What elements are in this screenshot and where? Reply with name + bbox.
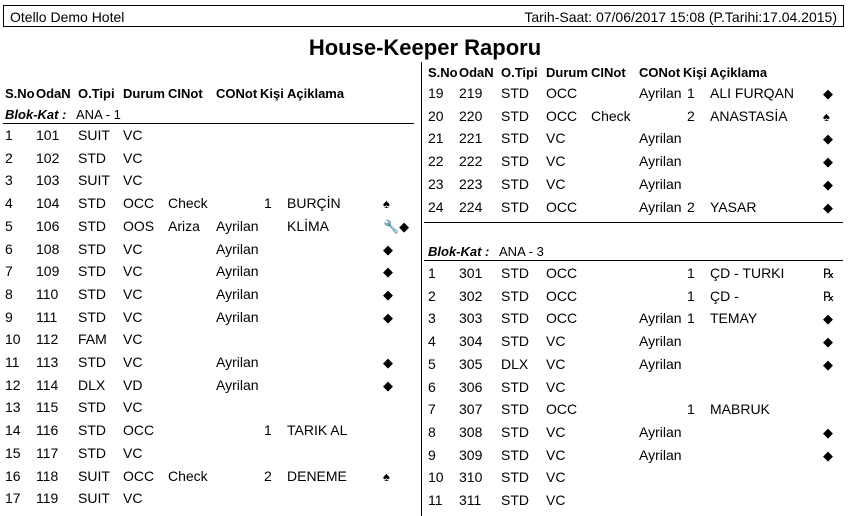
cell-co: Ayrilan	[639, 85, 682, 101]
cell-s: 4	[5, 195, 13, 212]
spade-icon: ♠	[383, 468, 390, 484]
diamond-icon: ◆	[823, 334, 833, 350]
cell-t: STD	[78, 217, 106, 234]
cell-s: 8	[5, 285, 13, 302]
cell-t: STD	[501, 446, 529, 463]
spade-icon: ♠	[383, 196, 390, 212]
cell-o: 310	[459, 469, 483, 486]
diamond-icon: ◆	[823, 154, 833, 170]
col-tip: O.Tipi	[501, 65, 538, 80]
cell-d: OCC	[546, 198, 578, 215]
cell-k: 1	[687, 85, 695, 101]
cell-d: OCC	[546, 401, 578, 418]
cell-o: 116	[36, 422, 59, 439]
cell-o: 114	[36, 376, 59, 393]
cell-t: STD	[78, 263, 106, 280]
room-row	[5, 422, 420, 445]
cell-a: ÇD - TURKI	[710, 265, 785, 281]
cell-co: Ayrilan	[216, 217, 259, 234]
block-label-ana1	[5, 107, 121, 122]
cell-o: 305	[459, 355, 483, 372]
divider	[3, 123, 414, 124]
room-row	[5, 150, 420, 173]
room-row	[5, 468, 420, 491]
room-row	[428, 130, 843, 153]
cell-s: 22	[428, 153, 444, 170]
cell-co: Ayrilan	[639, 355, 682, 372]
cell-k: 2	[264, 467, 272, 484]
cell-o: 109	[36, 263, 60, 280]
col-sno: S.No	[5, 86, 35, 101]
cell-s: 9	[5, 308, 13, 325]
col-durum: Durum	[123, 86, 165, 101]
cell-k: 1	[687, 401, 695, 418]
cell-d: VD	[123, 376, 143, 393]
cell-co: Ayrilan	[639, 198, 682, 215]
cell-s: 23	[428, 175, 444, 192]
cell-a: ANASTASİA	[710, 107, 788, 124]
cell-t: STD	[78, 195, 106, 212]
cell-d: VC	[123, 149, 143, 166]
cell-k: 1	[687, 310, 695, 327]
cell-o: 311	[459, 492, 482, 508]
left-column-header	[5, 86, 415, 102]
block-label: Blok-Kat :	[428, 244, 490, 259]
cell-o: 303	[459, 310, 483, 327]
cell-t: STD	[501, 198, 529, 215]
prescription-icon: ℞	[823, 288, 835, 304]
cell-d: VC	[123, 399, 143, 416]
room-row	[5, 354, 420, 377]
cell-t: STD	[501, 333, 529, 350]
cell-a: ÇD -	[710, 287, 739, 304]
cell-t: STD	[78, 422, 106, 439]
block-name: ANA - 1	[76, 107, 121, 122]
cell-a: ALI FURQAN	[710, 85, 795, 101]
cell-a: BURÇİN	[287, 195, 341, 212]
cell-k: 1	[264, 422, 272, 439]
cell-co: Ayrilan	[216, 376, 259, 393]
cell-d: VC	[123, 444, 143, 461]
room-row	[428, 447, 843, 470]
room-row	[428, 153, 843, 176]
cell-a: MABRUK	[710, 401, 770, 418]
col-aciklama: Açiklama	[710, 65, 768, 80]
cell-o: 223	[459, 175, 483, 192]
cell-o: 118	[36, 467, 59, 484]
cell-t: STD	[501, 107, 529, 124]
cell-t: STD	[501, 423, 529, 440]
cell-k: 1	[687, 265, 695, 281]
cell-t: STD	[78, 285, 106, 302]
cell-d: OCC	[546, 287, 578, 304]
room-row	[5, 218, 420, 241]
cell-t: STD	[501, 153, 529, 170]
cell-s: 6	[428, 378, 436, 395]
cell-t: STD	[501, 378, 529, 395]
cell-d: OCC	[546, 107, 578, 124]
section-divider	[424, 222, 843, 223]
block-label: Blok-Kat :	[5, 107, 67, 122]
cell-s: 6	[5, 240, 13, 257]
cell-d: VC	[546, 130, 566, 147]
cell-a: TARIK AL	[287, 422, 348, 439]
cell-co: Ayrilan	[216, 263, 259, 280]
cell-s: 3	[5, 172, 13, 189]
cell-d: OCC	[546, 310, 578, 327]
room-row	[428, 333, 843, 356]
cell-s: 24	[428, 198, 444, 215]
room-row	[5, 309, 420, 332]
report-header	[3, 5, 844, 27]
cell-co: Ayrilan	[639, 130, 682, 147]
cell-s: 19	[428, 85, 444, 101]
cell-d: OCC	[546, 85, 578, 101]
cell-s: 2	[428, 287, 436, 304]
cell-k: 2	[687, 107, 695, 124]
room-row	[428, 424, 843, 447]
cell-s: 5	[428, 355, 436, 372]
cell-s: 11	[428, 492, 443, 508]
cell-o: 102	[36, 149, 60, 166]
col-aciklama: Açiklama	[287, 86, 345, 101]
cell-o: 219	[459, 85, 483, 101]
cell-o: 224	[459, 198, 483, 215]
cell-ci: Ariza	[168, 217, 200, 234]
cell-d: VC	[546, 378, 566, 395]
diamond-icon: ◆	[823, 447, 833, 463]
cell-t: STD	[78, 444, 106, 461]
cell-t: SUIT	[78, 172, 110, 189]
cell-t: STD	[78, 354, 106, 370]
cell-o: 117	[36, 444, 59, 461]
cell-d: OCC	[546, 265, 578, 281]
diamond-icon: ◆	[823, 176, 833, 192]
cell-ci: Check	[591, 107, 631, 124]
cell-s: 9	[428, 446, 436, 463]
cell-k: 1	[264, 195, 272, 212]
cell-t: STD	[501, 492, 529, 508]
diamond-icon: ◆	[823, 86, 833, 101]
cell-o: 113	[36, 354, 59, 370]
cell-t: STD	[78, 240, 106, 257]
col-tip: O.Tipi	[78, 86, 115, 101]
diamond-icon: ◆	[383, 355, 393, 370]
room-row	[428, 492, 843, 515]
right-column-header	[428, 65, 843, 81]
cell-t: STD	[78, 399, 106, 416]
cell-t: SUIT	[78, 127, 110, 143]
cell-t: STD	[501, 130, 529, 147]
cell-o: 306	[459, 378, 483, 395]
cell-s: 7	[428, 401, 436, 418]
block-label-ana3	[428, 244, 544, 259]
cell-t: STD	[78, 149, 106, 166]
hotel-name: Otello Demo Hotel	[10, 9, 125, 25]
col-kisi: Kişi	[683, 65, 707, 80]
cell-d: VC	[546, 175, 566, 192]
room-row	[428, 265, 843, 288]
room-row	[428, 85, 843, 108]
room-row	[428, 288, 843, 311]
cell-d: VC	[123, 285, 143, 302]
room-row	[428, 401, 843, 424]
cell-o: 115	[36, 399, 59, 416]
cell-s: 11	[5, 354, 20, 370]
cell-t: SUIT	[78, 490, 110, 507]
cell-d: VC	[123, 240, 143, 257]
cell-s: 1	[5, 127, 13, 143]
cell-t: STD	[78, 308, 106, 325]
cell-s: 7	[5, 263, 13, 280]
cell-s: 8	[428, 423, 436, 440]
room-row	[428, 379, 843, 402]
cell-co: Ayrilan	[216, 354, 259, 370]
room-row	[5, 377, 420, 400]
cell-o: 110	[36, 285, 59, 302]
cell-s: 10	[428, 469, 444, 486]
col-sno: S.No	[428, 65, 458, 80]
diamond-icon: ◆	[383, 241, 393, 257]
cell-s: 21	[428, 130, 444, 147]
room-row	[5, 241, 420, 264]
cell-s: 15	[5, 444, 21, 461]
cell-d: VC	[546, 492, 566, 508]
cell-d: VC	[546, 423, 566, 440]
room-row	[5, 286, 420, 309]
cell-t: DLX	[501, 355, 529, 372]
room-row	[5, 445, 420, 468]
cell-t: STD	[501, 310, 529, 327]
room-row	[5, 172, 420, 195]
col-cinot: CINot	[591, 65, 626, 80]
cell-d: VC	[123, 127, 143, 143]
cell-o: 304	[459, 333, 483, 350]
cell-d: VC	[123, 354, 143, 370]
cell-o: 111	[36, 308, 58, 325]
cell-s: 10	[5, 331, 21, 348]
cell-d: VC	[546, 355, 566, 372]
cell-d: VC	[123, 308, 143, 325]
column-divider	[421, 62, 422, 516]
cell-s: 4	[428, 333, 436, 350]
diamond-icon: ◆	[823, 424, 833, 440]
cell-co: Ayrilan	[639, 333, 682, 350]
col-oda: OdaN	[459, 65, 494, 80]
cell-d: OCC	[123, 422, 155, 439]
room-row	[428, 199, 843, 222]
room-row	[5, 331, 420, 354]
cell-s: 12	[5, 376, 21, 393]
diamond-icon: ◆	[383, 286, 393, 302]
cell-d: OOS	[123, 217, 155, 234]
cell-o: 106	[36, 217, 60, 234]
cell-o: 119	[36, 490, 59, 507]
cell-s: 16	[5, 467, 21, 484]
wrench-diamond-icon: 🔧◆	[383, 218, 410, 234]
room-row	[5, 127, 420, 150]
cell-d: VC	[546, 469, 566, 486]
cell-s: 3	[428, 310, 436, 327]
cell-s: 14	[5, 422, 21, 439]
cell-o: 220	[459, 107, 483, 124]
cell-d: VC	[546, 446, 566, 463]
col-durum: Durum	[546, 65, 588, 80]
cell-o: 104	[36, 195, 60, 212]
diamond-icon: ◆	[383, 309, 393, 325]
col-kisi: Kişi	[260, 86, 284, 101]
diamond-icon: ◆	[823, 199, 833, 215]
col-cinot: CINot	[168, 86, 203, 101]
cell-o: 302	[459, 287, 483, 304]
col-oda: OdaN	[36, 86, 71, 101]
diamond-icon: ◆	[383, 377, 393, 393]
cell-co: Ayrilan	[639, 423, 682, 440]
cell-d: VC	[546, 153, 566, 170]
prescription-icon: ℞	[823, 266, 835, 281]
divider	[424, 260, 843, 261]
col-conot: CONot	[216, 86, 258, 101]
cell-co: Ayrilan	[216, 240, 259, 257]
diamond-icon: ◆	[383, 264, 393, 280]
block-name: ANA - 3	[499, 244, 544, 259]
cell-t: STD	[501, 85, 529, 101]
cell-t: STD	[501, 265, 529, 281]
cell-o: 221	[459, 130, 483, 147]
cell-d: VC	[123, 331, 143, 348]
cell-t: SUIT	[78, 467, 110, 484]
diamond-icon: ◆	[823, 311, 833, 327]
cell-s: 20	[428, 107, 444, 124]
cell-s: 5	[5, 217, 13, 234]
room-row	[5, 399, 420, 422]
room-row	[428, 176, 843, 199]
cell-t: FAM	[78, 331, 107, 348]
cell-co: Ayrilan	[639, 175, 682, 192]
cell-s: 1	[428, 265, 436, 281]
cell-k: 2	[687, 198, 695, 215]
cell-co: Ayrilan	[639, 153, 682, 170]
report-title: House-Keeper Raporu	[308, 35, 542, 60]
cell-s: 13	[5, 399, 21, 416]
cell-s: 17	[5, 490, 21, 507]
cell-s: 2	[5, 149, 13, 166]
cell-o: 112	[36, 331, 59, 348]
cell-o: 101	[36, 127, 60, 143]
cell-a: YASAR	[710, 198, 757, 215]
diamond-icon: ◆	[823, 131, 833, 147]
cell-o: 108	[36, 240, 60, 257]
cell-d: VC	[123, 490, 143, 507]
cell-ci: Check	[168, 195, 208, 212]
room-row	[428, 469, 843, 492]
cell-o: 308	[459, 423, 483, 440]
cell-co: Ayrilan	[216, 285, 259, 302]
spade-icon: ♠	[823, 108, 830, 124]
cell-a: DENEME	[287, 467, 347, 484]
room-row	[428, 356, 843, 379]
cell-co: Ayrilan	[639, 310, 682, 327]
cell-co: Ayrilan	[216, 308, 259, 325]
col-conot: CONot	[639, 65, 681, 80]
cell-d: OCC	[123, 467, 155, 484]
report-datetime: Tarih-Saat: 07/06/2017 15:08 (P.Tarihi:17.04.2015)	[524, 9, 837, 25]
cell-a: KLİMA	[287, 217, 330, 234]
cell-o: 103	[36, 172, 60, 189]
cell-d: VC	[123, 263, 143, 280]
room-row	[5, 195, 420, 218]
cell-o: 309	[459, 446, 483, 463]
room-row	[5, 490, 420, 513]
cell-k: 1	[687, 287, 695, 304]
cell-ci: Check	[168, 467, 208, 484]
cell-o: 222	[459, 153, 483, 170]
cell-d: VC	[123, 172, 143, 189]
cell-t: STD	[501, 175, 529, 192]
room-row	[428, 108, 843, 131]
cell-d: VC	[546, 333, 566, 350]
cell-t: DLX	[78, 376, 106, 393]
room-row	[428, 310, 843, 333]
room-row	[5, 263, 420, 286]
cell-o: 307	[459, 401, 483, 418]
cell-t: STD	[501, 287, 529, 304]
diamond-icon: ◆	[823, 356, 833, 372]
cell-o: 301	[459, 265, 483, 281]
cell-a: TEMAY	[710, 310, 758, 327]
cell-t: STD	[501, 401, 529, 418]
cell-co: Ayrilan	[639, 446, 682, 463]
cell-t: STD	[501, 469, 529, 486]
cell-d: OCC	[123, 195, 155, 212]
